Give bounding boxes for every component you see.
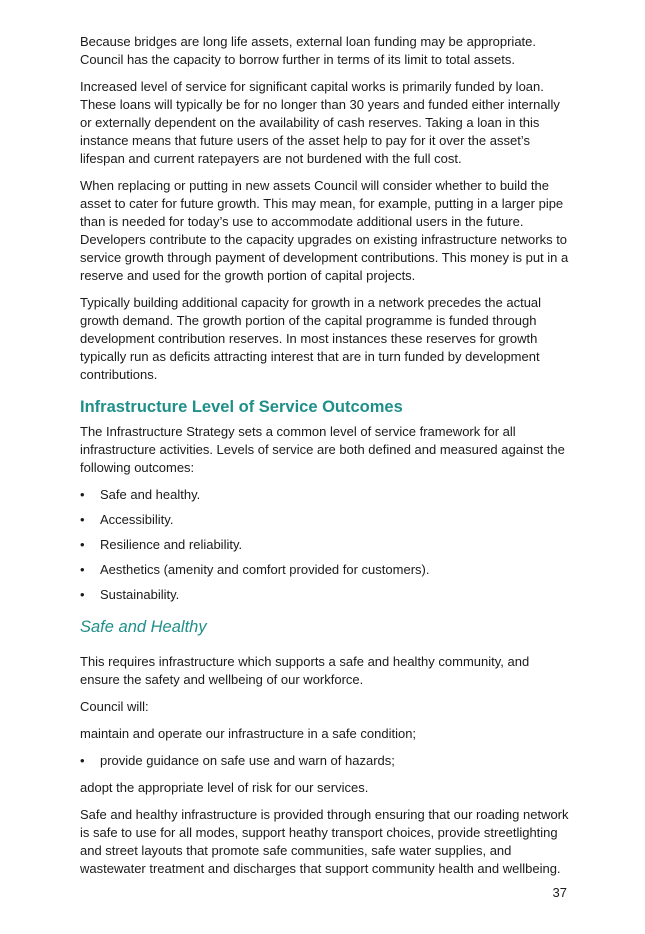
list-item bbox=[80, 561, 570, 579]
subsection-paragraph-1: This requires infrastructure which supports a safe and healthy community, and ensure the safety and wellbeing of our workforce. bbox=[80, 654, 530, 687]
subsection-paragraph-3: maintain and operate our infrastructure in a safe condition; bbox=[80, 726, 417, 741]
bullet-icon: • bbox=[80, 562, 85, 577]
outcomes-list bbox=[80, 486, 570, 604]
list-item-text: Accessibility. bbox=[100, 512, 174, 527]
list-item bbox=[80, 586, 570, 604]
list-item-text: Resilience and reliability. bbox=[100, 537, 243, 552]
bullet-icon: • bbox=[80, 537, 85, 552]
paragraph-loan-funding: Increased level of service for significant capital works is primarily funded by loan. These loans will typically be for no longer than 30 years and funded either internally or externally dependent on the availability of cash reserves. Taking a loan in this instance means that future users of the asset help to pay for it over the asset’s lifespan and current ratepayers are not burdened with the full cost. bbox=[80, 79, 560, 166]
subsection-paragraph-2: Council will: bbox=[80, 699, 149, 714]
paragraph-growth-capacity: Typically building additional capacity for growth in a network precedes the actual growth demand. The growth portion of the capital programme is funded through development contribution reserves. In most instances these reserves for growth typically run as deficits attracting interest that are in turn funded by development contributions. bbox=[80, 295, 542, 382]
document-page bbox=[80, 33, 570, 887]
paragraph-future-growth: When replacing or putting in new assets Council will consider whether to build the asset to cater for future growth. This may mean, for example, putting in a larger pipe than is needed for today’s use to accommodate additional users in the future. Developers contribute to the capacity upgrades on existing infrastructure networks to service growth through payment of development contributions. This money is put in a reserve and used for the growth portion of capital projects. bbox=[80, 178, 569, 283]
list-item-text: provide guidance on safe use and warn of hazards; bbox=[100, 753, 395, 768]
bullet-icon: • bbox=[80, 487, 85, 502]
paragraph-bridges-loan: Because bridges are long life assets, external loan funding may be appropriate. Council has the capacity to borrow further in terms of its limit to total assets. bbox=[80, 34, 537, 67]
list-item bbox=[80, 511, 570, 529]
list-item-text: Aesthetics (amenity and comfort provided for customers). bbox=[100, 562, 430, 577]
list-item bbox=[80, 536, 570, 554]
subsection-list bbox=[80, 752, 570, 770]
subsection-paragraph-4: adopt the appropriate level of risk for our services. bbox=[80, 780, 369, 795]
list-item-text: Sustainability. bbox=[100, 587, 180, 602]
list-item bbox=[80, 752, 570, 770]
bullet-icon: • bbox=[80, 587, 85, 602]
list-item-text: Safe and healthy. bbox=[100, 487, 201, 502]
section-heading: Infrastructure Level of Service Outcomes bbox=[80, 398, 403, 416]
bullet-icon: • bbox=[80, 753, 85, 768]
section-intro: The Infrastructure Strategy sets a common level of service framework for all infrastructure activities. Levels of service are both defined and measured against the following outcomes: bbox=[80, 424, 565, 475]
bullet-icon: • bbox=[80, 512, 85, 527]
subsection-paragraph-5: Safe and healthy infrastructure is provided through ensuring that our roading network is safe to use for all modes, support heathy transport choices, provide streetlighting and street layouts that promote safe communities, safe water supplies, and wastewater treatment and discharges that support community health and wellbeing. bbox=[80, 807, 569, 876]
page-number: 37 bbox=[552, 885, 567, 900]
subsection-heading: Safe and Healthy bbox=[80, 618, 207, 636]
list-item bbox=[80, 486, 570, 504]
